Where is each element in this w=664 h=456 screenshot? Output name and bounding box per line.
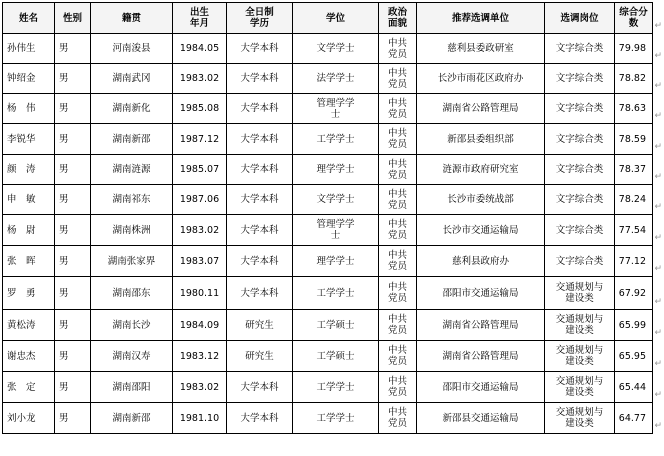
table-row [3, 155, 653, 185]
cell-education: 大学本科 [227, 372, 293, 403]
cell-degree: 理学学士 [293, 155, 379, 185]
return-mark-icon: ↵ [654, 421, 662, 431]
cell-origin: 湖南武冈 [91, 64, 173, 94]
cell-education: 大学本科 [227, 34, 293, 64]
table-body [3, 34, 653, 434]
header-education: 全日制 学历 [227, 3, 293, 34]
table-row [3, 277, 653, 310]
cell-unit: 慈利县委政研室 [417, 34, 545, 64]
table-row [3, 215, 653, 246]
header-birth: 出生 年月 [173, 3, 227, 34]
cell-politics: 中共 党员 [379, 94, 417, 124]
return-mark-icon: ↵ [654, 172, 662, 182]
return-mark-icon: ↵ [654, 264, 662, 274]
cell-name: 罗 勇 [3, 277, 55, 310]
cell-education: 大学本科 [227, 215, 293, 246]
cell-score: 65.44 [615, 372, 653, 403]
cell-name: 孙伟生 [3, 34, 55, 64]
cell-birth: 1980.11 [173, 277, 227, 310]
cell-origin: 湖南邵阳 [91, 372, 173, 403]
cell-degree: 法学学士 [293, 64, 379, 94]
cell-politics: 中共 党员 [379, 372, 417, 403]
cell-degree: 管理学学 士 [293, 94, 379, 124]
cell-politics: 中共 党员 [379, 277, 417, 310]
cell-name: 杨 尉 [3, 215, 55, 246]
cell-birth: 1985.08 [173, 94, 227, 124]
header-origin: 籍贯 [91, 3, 173, 34]
return-mark-icon: ↵ [654, 328, 662, 338]
return-mark-icon: ↵ [654, 21, 662, 31]
table-row [3, 34, 653, 64]
return-mark-icon: ↵ [654, 233, 662, 243]
cell-degree: 工学硕士 [293, 310, 379, 341]
cell-degree: 文学学士 [293, 185, 379, 215]
cell-score: 79.98 [615, 34, 653, 64]
cell-gender: 男 [55, 403, 91, 434]
cell-birth: 1983.02 [173, 64, 227, 94]
cell-politics: 中共 党员 [379, 310, 417, 341]
cell-unit: 湖南省公路管理局 [417, 341, 545, 372]
cell-position: 文字综合类 [545, 64, 615, 94]
cell-politics: 中共 党员 [379, 246, 417, 277]
cell-position: 交通规划与 建设类 [545, 277, 615, 310]
return-mark-icon: ↵ [654, 297, 662, 307]
cell-birth: 1983.07 [173, 246, 227, 277]
table-row [3, 372, 653, 403]
cell-degree: 工学学士 [293, 372, 379, 403]
cell-score: 77.54 [615, 215, 653, 246]
cell-position: 交通规划与 建设类 [545, 372, 615, 403]
cell-gender: 男 [55, 341, 91, 372]
cell-degree: 文学学士 [293, 34, 379, 64]
cell-position: 文字综合类 [545, 94, 615, 124]
cell-education: 大学本科 [227, 94, 293, 124]
cell-origin: 河南浚县 [91, 34, 173, 64]
cell-name: 杨 伟 [3, 94, 55, 124]
cell-score: 65.99 [615, 310, 653, 341]
cell-origin: 湖南祁东 [91, 185, 173, 215]
cell-degree: 工学学士 [293, 277, 379, 310]
cell-score: 78.59 [615, 124, 653, 155]
cell-name: 张 定 [3, 372, 55, 403]
cell-politics: 中共 党员 [379, 64, 417, 94]
cell-name: 刘小龙 [3, 403, 55, 434]
table-header-row [3, 3, 653, 34]
cell-position: 文字综合类 [545, 215, 615, 246]
header-degree: 学位 [293, 3, 379, 34]
cell-education: 大学本科 [227, 124, 293, 155]
table-row [3, 185, 653, 215]
cell-gender: 男 [55, 94, 91, 124]
cell-gender: 男 [55, 215, 91, 246]
cell-gender: 男 [55, 64, 91, 94]
header-unit: 推荐选调单位 [417, 3, 545, 34]
table-row [3, 246, 653, 277]
cell-degree: 工学学士 [293, 403, 379, 434]
document [2, 2, 662, 434]
cell-gender: 男 [55, 155, 91, 185]
cell-unit: 湖南省公路管理局 [417, 310, 545, 341]
cell-unit: 邵阳市交通运输局 [417, 372, 545, 403]
cell-degree: 工学硕士 [293, 341, 379, 372]
cell-birth: 1987.12 [173, 124, 227, 155]
return-mark-icon: ↵ [654, 51, 662, 61]
cell-education: 大学本科 [227, 155, 293, 185]
cell-name: 申 敏 [3, 185, 55, 215]
cell-education: 大学本科 [227, 277, 293, 310]
cell-birth: 1983.02 [173, 215, 227, 246]
cell-position: 文字综合类 [545, 155, 615, 185]
cell-education: 研究生 [227, 341, 293, 372]
cell-name: 黄松涛 [3, 310, 55, 341]
header-position: 选调岗位 [545, 3, 615, 34]
cell-name: 张 晖 [3, 246, 55, 277]
cell-unit: 长沙市交通运输局 [417, 215, 545, 246]
header-score: 综合分数 [615, 3, 653, 34]
candidate-table [2, 2, 653, 434]
cell-gender: 男 [55, 372, 91, 403]
cell-name: 钟绍金 [3, 64, 55, 94]
cell-origin: 湖南汉寿 [91, 341, 173, 372]
cell-birth: 1984.09 [173, 310, 227, 341]
cell-unit: 邵阳市交通运输局 [417, 277, 545, 310]
cell-position: 交通规划与 建设类 [545, 310, 615, 341]
cell-name: 颜 涛 [3, 155, 55, 185]
cell-politics: 中共 党员 [379, 403, 417, 434]
return-mark-icon: ↵ [654, 202, 662, 212]
cell-education: 研究生 [227, 310, 293, 341]
cell-unit: 湖南省公路管理局 [417, 94, 545, 124]
cell-birth: 1983.02 [173, 372, 227, 403]
cell-position: 文字综合类 [545, 246, 615, 277]
cell-origin: 湖南涟源 [91, 155, 173, 185]
cell-gender: 男 [55, 246, 91, 277]
cell-birth: 1981.10 [173, 403, 227, 434]
table-row [3, 341, 653, 372]
return-mark-icon: ↵ [654, 390, 662, 400]
cell-position: 交通规划与 建设类 [545, 403, 615, 434]
cell-unit: 新邵县交通运输局 [417, 403, 545, 434]
return-mark-icon: ↵ [654, 111, 662, 121]
cell-score: 64.77 [615, 403, 653, 434]
cell-degree: 管理学学 士 [293, 215, 379, 246]
table-row [3, 403, 653, 434]
cell-education: 大学本科 [227, 64, 293, 94]
cell-origin: 湖南新邵 [91, 124, 173, 155]
cell-gender: 男 [55, 34, 91, 64]
cell-gender: 男 [55, 310, 91, 341]
return-mark-icon: ↵ [654, 359, 662, 369]
return-mark-icon: ↵ [654, 142, 662, 152]
cell-degree: 理学学士 [293, 246, 379, 277]
cell-origin: 湖南长沙 [91, 310, 173, 341]
cell-unit: 新邵县委组织部 [417, 124, 545, 155]
cell-unit: 慈利县政府办 [417, 246, 545, 277]
cell-gender: 男 [55, 277, 91, 310]
cell-degree: 工学学士 [293, 124, 379, 155]
cell-education: 大学本科 [227, 403, 293, 434]
header-name: 姓名 [3, 3, 55, 34]
cell-score: 78.37 [615, 155, 653, 185]
cell-politics: 中共 党员 [379, 124, 417, 155]
cell-education: 大学本科 [227, 246, 293, 277]
cell-origin: 湖南新邵 [91, 403, 173, 434]
cell-name: 谢忠杰 [3, 341, 55, 372]
cell-name: 李锐华 [3, 124, 55, 155]
header-gender: 性别 [55, 3, 91, 34]
cell-politics: 中共 党员 [379, 185, 417, 215]
cell-birth: 1984.05 [173, 34, 227, 64]
cell-birth: 1985.07 [173, 155, 227, 185]
cell-score: 65.95 [615, 341, 653, 372]
cell-position: 文字综合类 [545, 34, 615, 64]
cell-score: 78.63 [615, 94, 653, 124]
cell-politics: 中共 党员 [379, 155, 417, 185]
cell-origin: 湖南邵东 [91, 277, 173, 310]
cell-unit: 涟源市政府研究室 [417, 155, 545, 185]
table-row [3, 94, 653, 124]
header-politics: 政治 面貌 [379, 3, 417, 34]
cell-position: 文字综合类 [545, 124, 615, 155]
cell-origin: 湖南张家界 [91, 246, 173, 277]
cell-birth: 1987.06 [173, 185, 227, 215]
cell-score: 78.82 [615, 64, 653, 94]
cell-position: 交通规划与 建设类 [545, 341, 615, 372]
cell-politics: 中共 党员 [379, 215, 417, 246]
cell-birth: 1983.12 [173, 341, 227, 372]
table-row [3, 64, 653, 94]
cell-gender: 男 [55, 185, 91, 215]
cell-origin: 湖南株洲 [91, 215, 173, 246]
cell-politics: 中共 党员 [379, 341, 417, 372]
return-mark-icon: ↵ [654, 81, 662, 91]
cell-unit: 长沙市雨花区政府办 [417, 64, 545, 94]
table-row [3, 124, 653, 155]
cell-education: 大学本科 [227, 185, 293, 215]
cell-score: 77.12 [615, 246, 653, 277]
cell-unit: 长沙市委统战部 [417, 185, 545, 215]
table-row [3, 310, 653, 341]
cell-position: 文字综合类 [545, 185, 615, 215]
cell-politics: 中共 党员 [379, 34, 417, 64]
cell-score: 67.92 [615, 277, 653, 310]
cell-score: 78.24 [615, 185, 653, 215]
cell-origin: 湖南新化 [91, 94, 173, 124]
cell-gender: 男 [55, 124, 91, 155]
